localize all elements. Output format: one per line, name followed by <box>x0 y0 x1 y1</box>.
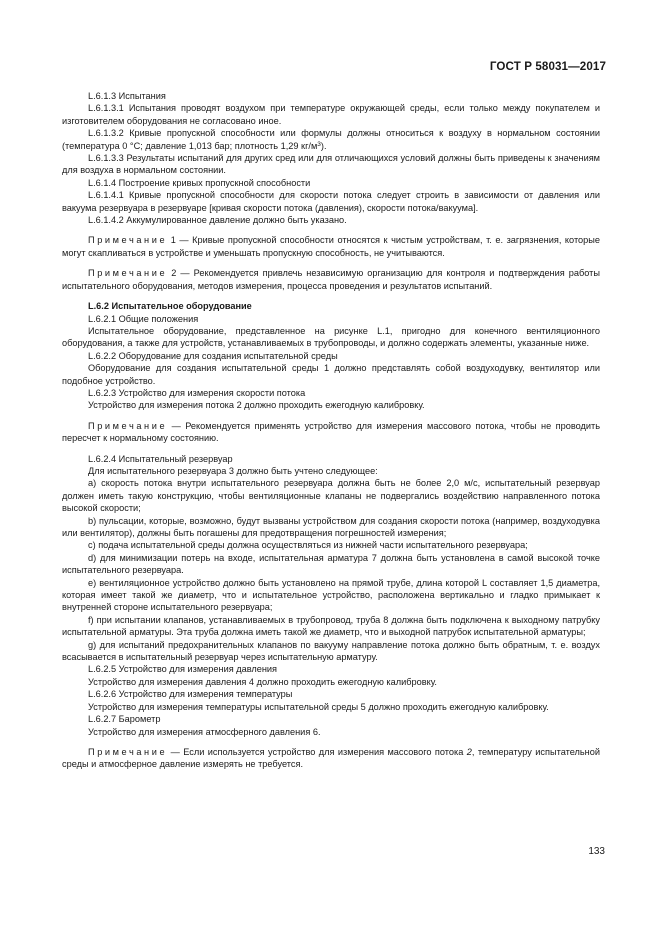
paragraph: L.6.1.3.2 Кривые пропускной способности или формулы должны относиться к воздуху в нормальном состоянии (температура 0 °C; давление 1,013 бар; плотность 1,29 $кг/м^3$). <box>62 128 600 151</box>
paragraph: L.6.1.3.1 Испытания проводят воздухом при температуре окружающей среды, если только между покупателем и изготовителем оборудования не согласовано иное. <box>62 103 600 126</box>
list-item: e) вентиляционное устройство должно быть установлено на прямой трубе, длина которой L составляет 1,5 диаметра, которая имеет такой же диаметр, что и испытательное устройство, расположена вертикально и гладко примыкает к внутренней стороне испытательного резервуара; <box>62 577 600 613</box>
list-item: a) скорость потока внутри испытательного резервуара должна быть не более 2,0 м/с, испытательный резервуар должен иметь такую конструкцию, чтобы вентиляционные клапаны не подвергались воздействию направленного потока высокой скорости; <box>62 478 600 514</box>
paragraph: Устройство для измерения потока 2 должно проходить ежегодную калибровку. <box>88 400 425 411</box>
list-item: f) при испытании клапанов, устанавливаемых в трубопровод, труба 8 должна быть подключена к выходному патрубку испытательной арматуры. Эта труба должна иметь такой же диаметр, что и выходной патрубок испытательной арматуры; <box>62 614 600 638</box>
paragraph: Устройство для измерения атмосферного давления 6. <box>88 726 321 737</box>
paragraph: Оборудование для создания испытательной среды 1 должно представлять собой воздуходувку, вентилятор или подобное устройство. <box>62 363 600 386</box>
paragraph: L.6.2.5 Устройство для измерения давления <box>88 664 278 675</box>
paragraph: L.6.2.1 Общие положения <box>88 313 199 324</box>
paragraph: L.6.2.6 Устройство для измерения температуры <box>88 689 293 700</box>
paragraph: Устройство для измерения температуры испытательной среды 5 должно проходить ежегодную калибровку. <box>88 701 549 712</box>
list-item: b) пульсации, которые, возможно, будут вызваны устройством для создания скорости потока (например, воздуходувка или вентилятор), должны быть погашены для предотвращения погрешностей измерения; <box>62 515 600 538</box>
list-item: d) для минимизации потерь на входе, испытательная арматура 7 должна быть установлена в самой высокой точке испытательного резервуара. <box>62 552 600 576</box>
section-title: L.6.2 Испытательное оборудование <box>88 301 252 312</box>
document-header: ГОСТ Р 58031—2017 <box>489 60 606 73</box>
note-1: Примечание 1 — Кривые пропускной способности относятся к чистым устройствам, т. е. загрязнения, которые могут скапливаться в устройстве и уменьшать пропускную способность, не учитываются. <box>62 235 600 258</box>
superscript: 3 <box>317 140 321 148</box>
paragraph: L.6.1.4 Построение кривых пропускной способности <box>88 177 311 188</box>
paragraph: L.6.2.4 Испытательный резервуар <box>88 453 233 464</box>
paragraph: L.6.1.4.1 Кривые пропускной способности для скорости потока следует строить в зависимости от давления или вакуума резервуара в резервуаре [кривая скорости потока (давления), скорости потока/вакуума]. <box>62 190 600 213</box>
paragraph: L.6.1.3 Испытания <box>88 91 166 101</box>
paragraph: L.6.2.3 Устройство для измерения скорости потока <box>88 387 306 398</box>
paragraph: L.6.2.2 Оборудование для создания испытательной среды <box>88 350 338 361</box>
paragraph: L.6.2.7 Барометр <box>88 714 161 725</box>
note-4: Примечание — Если используется устройство для измерения массового потока 2, температуру испытательной среды и атмосферное давление измерять не требуется. <box>62 746 600 770</box>
paragraph: Испытательное оборудование, представленное на рисунке L.1, пригодно для конечного вентиляционного оборудования, а также для устройств, устанавливаемых в трубопроводы, и должно содержать элементы, указанные ниже. <box>62 325 600 349</box>
page-number: 133 <box>588 846 605 857</box>
note-2: Примечание 2 — Рекомендуется привлечь независимую организацию для контроля и подтверждения работы испытательного оборудования, методов измерения, процесса проведения и результатов испытаний. <box>62 268 600 291</box>
paragraph: L.6.1.4.2 Аккумулированное давление должно быть указано. <box>88 215 347 226</box>
paragraph: Для испытательного резервуара 3 должно быть учтено следующее: <box>88 465 378 476</box>
paragraph: Устройство для измерения давления 4 должно проходить ежегодную калибровку. <box>88 676 437 687</box>
paragraph: L.6.1.3.3 Результаты испытаний для других сред или для отличающихся условий должны быть приведены к значениям для воздуха в нормальном состоянии. <box>62 153 600 176</box>
list-item: c) подача испытательной среды должна осуществляться из нижней части испытательного резервуара; <box>88 540 528 551</box>
list-item: g) для испытаний предохранительных клапанов по вакууму направление потока должно быть обратным, т. е. воздух всасывается в испытательный резервуар через испытательную арматуру. <box>62 639 600 663</box>
note-3: Примечание — Рекомендуется применять устройство для измерения массового потока, чтобы не проводить пересчет к нормальному состоянию. <box>62 420 600 444</box>
document-body <box>62 90 600 771</box>
